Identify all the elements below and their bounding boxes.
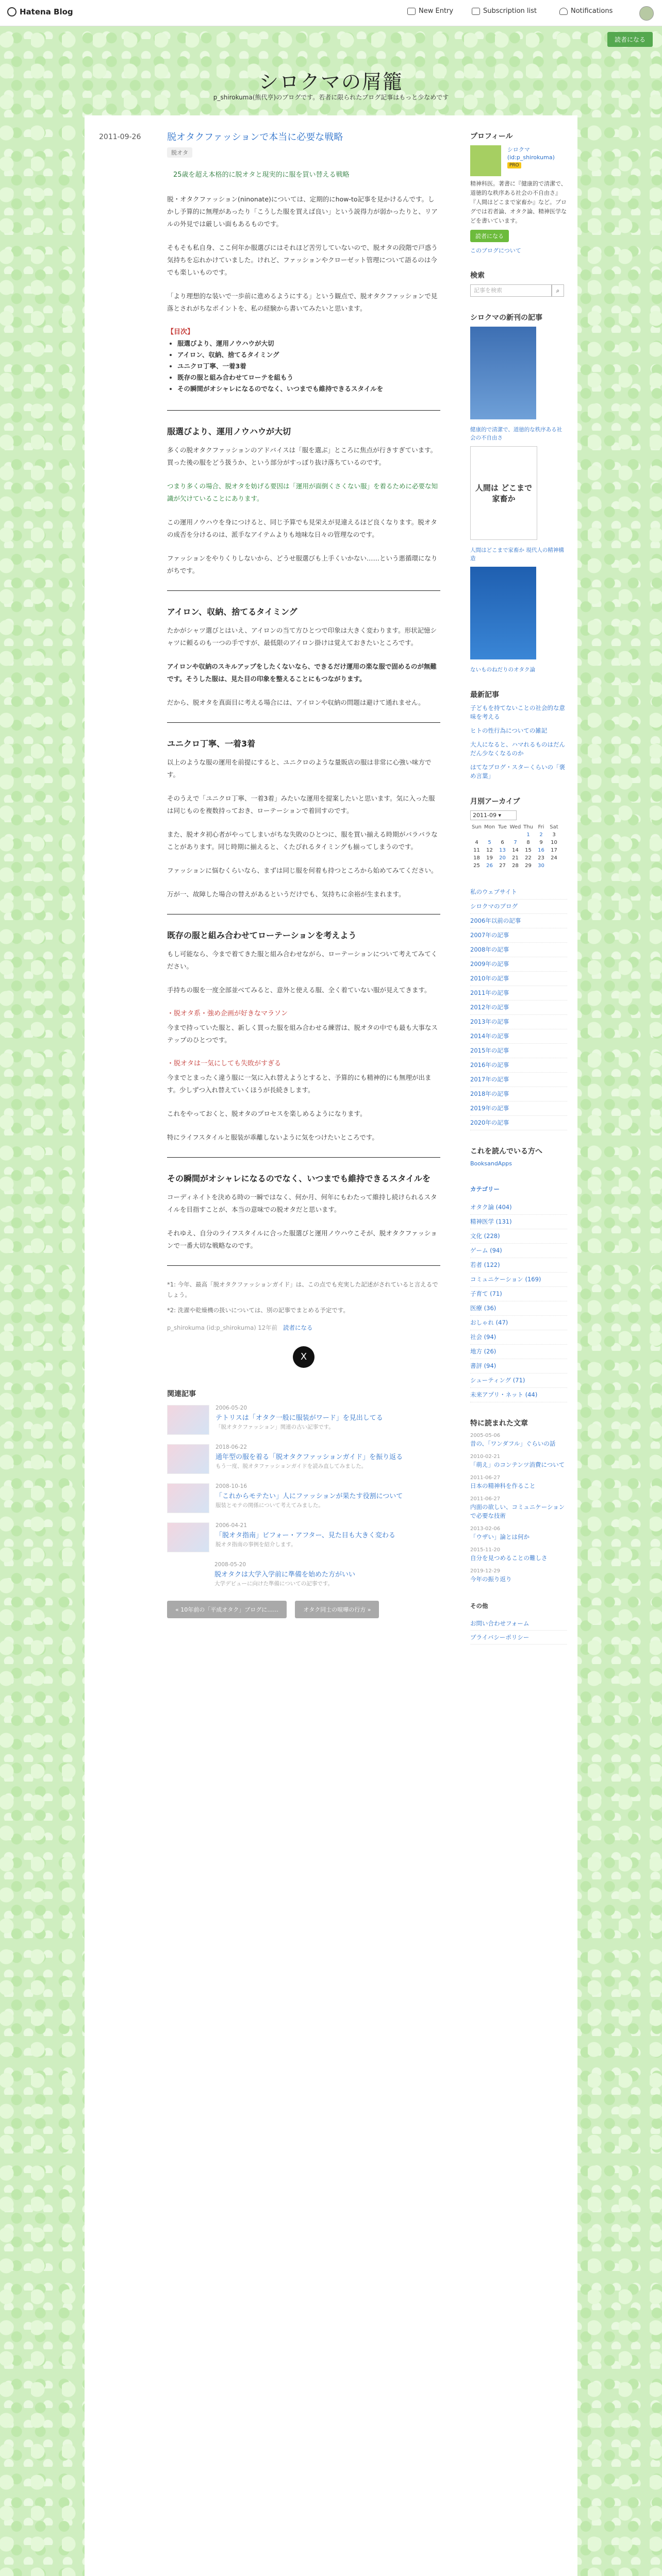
user-avatar[interactable]	[639, 6, 654, 21]
related-title-link[interactable]: テトリスは「オタク一般に服装がワード」を見出してる	[216, 1414, 383, 1422]
related-date: 2006-04-21	[216, 1522, 247, 1529]
follow-button[interactable]: 読者になる	[470, 230, 509, 242]
cal-day: 15	[525, 848, 532, 853]
latest-module	[470, 689, 567, 781]
related-snippet: 服装とモテの関係について考えてみました。	[216, 1502, 324, 1509]
popular-date: 2019-12-29	[470, 1568, 501, 1574]
archive-link[interactable]: シロクマのブログ	[470, 900, 567, 914]
related-date: 2006-05-20	[216, 1405, 247, 1411]
category-link[interactable]: 子育て (71)	[470, 1287, 567, 1301]
new-entry-button[interactable]	[407, 7, 453, 15]
toc-item[interactable]: • ユニクロ丁寧、一着3着	[177, 361, 440, 372]
cal-day[interactable]: 13	[499, 848, 506, 853]
categories-module	[470, 1182, 567, 1402]
cal-day: 17	[551, 848, 557, 853]
cal-day: 21	[512, 855, 519, 861]
category-link[interactable]: おしゃれ (47)	[470, 1316, 567, 1330]
book-cover-image[interactable]	[470, 327, 536, 419]
hatena-logo-icon	[7, 7, 16, 16]
paragraph: ファッションをやりくりしないから、どうせ服選びも上手くいかない……という悪循環になりがちです。	[167, 554, 438, 574]
cal-head: Wed	[509, 824, 521, 830]
notice-heading: これを読んでいる方へ	[470, 1147, 542, 1156]
other-heading: その他	[470, 1602, 488, 1609]
hatena-blog-logo[interactable]	[7, 7, 73, 16]
archive-link[interactable]: 2010年の記事	[470, 972, 567, 986]
paragraph: 「より理想的な装いで一歩前に進めるようにする」という観点で、脱オタクファッションで見落とされがちなポイントを、私の経験から書いてみたいと思います。	[167, 292, 438, 312]
category-link[interactable]: 社会 (94)	[470, 1330, 567, 1345]
paragraph: 今までとまったく違う服に一気に入れ替えようとすると、予算的にも精神的にも無理が出ます。少しずつ入れ替えていくほうが長続きします。	[167, 1074, 432, 1094]
related-item[interactable]	[167, 1522, 440, 1552]
cal-day	[483, 831, 496, 839]
cal-day: 6	[501, 840, 504, 845]
notice-link[interactable]: BooksandApps	[470, 1160, 512, 1167]
archive-link[interactable]: 2012年の記事	[470, 1001, 567, 1015]
archive-link[interactable]: 2008年の記事	[470, 943, 567, 957]
popular-date: 2013-02-06	[470, 1526, 501, 1532]
cal-day: 23	[538, 855, 544, 861]
paragraph: たかがシャツ選びとはいえ、アイロンの当て方ひとつで印象は大きく変わります。形状記憶シャツに頼るのも一つの手ですが、最低限のアイロン掛けは覚えておきたいところです。	[167, 626, 437, 647]
paragraph: 以上のような服の運用を前提にすると、ユニクロのような量販店の服は非常に心強い味方です。	[167, 758, 432, 778]
related-title-link[interactable]: 「これからモテたい」人にファッションが果たす役割について	[216, 1493, 403, 1500]
blog-title[interactable]: シロクマの屑籠	[258, 71, 403, 93]
paragraph: それゆえ、自分のライフスタイルに合った服選びと運用ノウハウこそが、脱オタクファッションで一番大切な戦略なのです。	[167, 1229, 437, 1249]
paragraph: 特にライフスタイルと服装が乖離しないように気をつけたいところです。	[167, 1133, 378, 1141]
cal-day[interactable]: 30	[538, 863, 544, 869]
cal-day: 22	[525, 855, 532, 861]
book-caption[interactable]: ないものねだりのオタク論	[470, 667, 535, 673]
archive-link[interactable]: 2011年の記事	[470, 986, 567, 1001]
search-input[interactable]: 記事を検索	[470, 284, 552, 297]
archive-month-select[interactable]: 2011-09 ▾	[470, 810, 517, 820]
bullet-heading: ・脱オタ系・強め企画が好きなマラソン	[167, 1010, 288, 1018]
blog-description: p_shirokuma(熊代亨)のブログです。若者に限られたブログ記事はもっと少なめです	[213, 94, 449, 101]
entry-title[interactable]: 脱オタクファッションで本当に必要な戦略	[167, 132, 343, 143]
cal-day: 28	[512, 863, 519, 869]
subscription-list-label: Subscription list	[483, 7, 537, 15]
archive-link[interactable]: 2015年の記事	[470, 1044, 567, 1058]
category-link[interactable]: 医療 (36)	[470, 1301, 567, 1316]
archive-link[interactable]: 2006年以前の記事	[470, 914, 567, 928]
popular-date: 2005-05-06	[470, 1433, 501, 1438]
other-link[interactable]: プライバシーポリシー	[470, 1631, 567, 1645]
categories-heading: カテゴリー	[470, 1185, 500, 1193]
archive-link[interactable]: 2020年の記事	[470, 1116, 567, 1130]
cal-day[interactable]: 5	[488, 840, 491, 845]
book-cover-image[interactable]	[470, 567, 536, 659]
latest-item[interactable]: 子どもを持てないことの社会的な意味を考える	[470, 704, 565, 720]
related-thumbnail[interactable]	[167, 1444, 209, 1474]
footnote: *2: 洗濯や乾燥機の扱いについては、別の記事でまとめる予定です。	[167, 1307, 349, 1314]
cal-day: 10	[551, 840, 557, 845]
paragraph-bold: アイロンや収納のスキルアップをしたくないなら、できるだけ運用の楽な服で固めるのが無難です。そうした服は、見た目の印象を整えることにもつながります。	[167, 663, 437, 683]
entry-author[interactable]: p_shirokuma (id:p_shirokuma) 12年前	[167, 1324, 278, 1331]
latest-heading: 最新記事	[470, 691, 499, 699]
cal-head: Tue	[498, 824, 507, 830]
cal-day: 24	[551, 855, 557, 861]
paragraph: 多くの脱オタクファッションのアドバイスは「服を選ぶ」ところに焦点が行きすぎています。買った後の服をどう扱うか、という部分がすっぽり抜け落ちているのです。	[167, 446, 437, 466]
divider	[167, 1265, 440, 1266]
related-date: 2008-05-20	[214, 1562, 246, 1568]
pager	[167, 1601, 440, 1618]
cal-day[interactable]: 7	[514, 840, 517, 845]
popular-item[interactable]: 「萌え」のコンテンツ消費について	[470, 1461, 565, 1468]
paragraph: 万が一、故障した場合の替えがあるというだけでも、気持ちに余裕が生まれます。	[167, 890, 405, 898]
toc-item[interactable]: • アイロン、収納、捨てるタイミング	[177, 349, 440, 361]
cal-head: Thu	[523, 824, 533, 830]
profile-image[interactable]	[470, 145, 501, 176]
related-item[interactable]	[167, 1562, 440, 1587]
paragraph: そのうえで「ユニクロ丁寧、一着3着」みたいな運用を提案したいと思います。気に入った服は同じものを複数持っておき、ローテーションで着回すのです。	[167, 794, 435, 815]
new-entry-label: New Entry	[419, 7, 454, 15]
archive-link[interactable]: 2017年の記事	[470, 1073, 567, 1087]
category-link[interactable]: 若者 (122)	[470, 1258, 567, 1273]
book-cover-image[interactable]	[470, 446, 537, 540]
cal-day: 27	[499, 863, 506, 869]
archive-link[interactable]: 2013年の記事	[470, 1015, 567, 1029]
notifications-label: Notifications	[571, 7, 613, 15]
cal-day	[470, 831, 483, 839]
category-link[interactable]: 地方 (26)	[470, 1345, 567, 1359]
profile-name[interactable]: シロクマ (id:p_shirokuma)	[507, 146, 555, 161]
cal-day	[509, 831, 522, 839]
cal-day: 25	[473, 863, 480, 869]
popular-item[interactable]: 今年の振り返り	[470, 1575, 512, 1583]
divider	[167, 722, 440, 723]
toc-title: 【目次】	[167, 328, 194, 336]
category-link[interactable]: 未来アプリ・ネット (44)	[470, 1388, 567, 1402]
toc-item[interactable]: • その瞬間がオシャレになるのでなく、いつまでも維持できるスタイルを	[177, 383, 440, 395]
cal-day: 29	[525, 863, 532, 869]
notice-module	[470, 1146, 567, 1167]
popular-heading: 特に読まれた文章	[470, 1419, 528, 1428]
popular-item[interactable]: 自分を見つめることの難しさ	[470, 1554, 548, 1562]
popular-item[interactable]: 昔の、「ワンダフル」ぐらいの話	[470, 1440, 556, 1447]
related-thumbnail[interactable]	[167, 1483, 209, 1513]
cal-day: 8	[526, 840, 530, 845]
sidebar	[470, 131, 567, 1660]
book-caption[interactable]: 人間はどこまで家畜か 現代人の精神構造	[470, 547, 564, 562]
popular-date: 2011-06-27	[470, 1496, 501, 1502]
notifications-button[interactable]	[559, 7, 613, 15]
archive-link[interactable]: 2007年の記事	[470, 928, 567, 943]
cal-day	[548, 862, 560, 870]
popular-date: 2015-11-20	[470, 1547, 501, 1553]
popular-date: 2011-06-27	[470, 1475, 501, 1481]
section-heading: 既存の服と組み合わせてローテーションを考えよう	[167, 930, 357, 940]
popular-item[interactable]: 内面の欲しい、コミュニケーションで必要な技術	[470, 1503, 565, 1519]
subscription-list-button[interactable]	[472, 7, 537, 15]
book-cover-title: 人間は どこまで 家畜か	[475, 483, 533, 503]
archive-link[interactable]: 2016年の記事	[470, 1058, 567, 1073]
paragraph: そもそも私自身、ここ何年か服選びにはそれほど苦労していないので、脱オタの段階で戸惑う気持ちを忘れかけていました。けれど、ファッションやクローゼット管理について語るのは今でも楽しいものです。	[167, 244, 438, 276]
section-heading: ユニクロ丁寧、一着3着	[167, 739, 256, 749]
related-snippet: もう一度、脱オタファッションガイドを読み直してみました。	[216, 1463, 367, 1469]
cal-day: 14	[512, 848, 519, 853]
related-item[interactable]	[167, 1444, 440, 1474]
paragraph: 今まで持っていた服と、新しく買った服を組み合わせる練習は、脱オタの中でも最も大事なステップのひとつです。	[167, 1024, 438, 1044]
archive-module	[470, 796, 567, 870]
bell-icon	[559, 8, 568, 15]
related-title-link[interactable]: 「脱オタ指南」ビフォー・アフター、見た目も大きく変わる	[216, 1532, 395, 1539]
related-date: 2008-10-16	[216, 1483, 247, 1489]
archive-link[interactable]: 私のウェブサイト	[470, 885, 567, 900]
next-entry-button[interactable]: オタク同士の喧嘩の行方 »	[295, 1601, 379, 1618]
cal-day: 12	[486, 848, 493, 853]
archive-link[interactable]: 2019年の記事	[470, 1101, 567, 1116]
cal-day[interactable]: 26	[486, 863, 493, 869]
cal-head: Fri	[538, 824, 544, 830]
book-caption[interactable]: 健康的で清潔で、道徳的な秩序ある社会の不自由さ	[470, 427, 562, 441]
related-snippet: 「脱オタクファッション」関連の古い記事です。	[216, 1424, 334, 1430]
cal-day	[496, 831, 509, 839]
cal-day[interactable]: 1	[526, 832, 530, 838]
pencil-icon	[407, 8, 416, 15]
related-snippet: 大学デビューに向けた準備についての記事です。	[214, 1581, 333, 1587]
cal-day: 4	[475, 840, 478, 845]
list-icon	[472, 8, 480, 15]
pro-badge: PRO	[507, 162, 521, 168]
profile-heading: プロフィール	[470, 132, 513, 141]
category-link[interactable]: シューティング (71)	[470, 1374, 567, 1388]
x-share-button[interactable]	[293, 1346, 315, 1368]
cal-day: 18	[473, 855, 480, 861]
category-link[interactable]: 精神医学 (131)	[470, 1215, 567, 1229]
archive-link[interactable]: 2014年の記事	[470, 1029, 567, 1044]
other-link[interactable]: お問い合わせフォーム	[470, 1617, 567, 1631]
paragraph: 脱・オタクファッション(ninonate)については、定期的にhow-to記事を見かけるんです。しかし予算的に無理があったり「こうした服を買えば良い」という説得力が弱かったりと、リアルの外見では厳しい面もあるものです。	[167, 195, 438, 228]
entry-follow-link[interactable]: 読者になる	[283, 1324, 313, 1331]
bullet-heading: ・脱オタは一気にしても失敗がすぎる	[167, 1060, 282, 1067]
related-title: 関連記事	[167, 1390, 196, 1398]
cal-day: 3	[552, 832, 556, 838]
cal-head: Sun	[471, 824, 482, 830]
category-link[interactable]: ゲーム (94)	[470, 1244, 567, 1258]
paragraph-emphasis: つまり多くの場合、脱オタを妨げる要因は「運用が面倒くさくない服」を着るために必要な知識が欠けていることにあります。	[167, 482, 438, 502]
x-logo-icon: X	[300, 1351, 307, 1362]
entry-meta	[167, 1324, 440, 1332]
cal-day: 9	[539, 840, 543, 845]
cal-day[interactable]: 20	[499, 855, 506, 861]
cal-head: Mon	[484, 824, 495, 830]
related-title-link[interactable]: 脱オタクは大学入学前に準備を始めた方がいい	[214, 1571, 356, 1579]
cal-day: 19	[486, 855, 493, 861]
divider	[167, 1157, 440, 1158]
section-heading: その瞬間がオシャレになるのでなく、いつまでも維持できるスタイルを	[167, 1174, 431, 1183]
toc-item[interactable]: • 服選びより、運用ノウハウが大切	[177, 338, 440, 349]
archive-heading: 月別アーカイブ	[470, 798, 520, 806]
paragraph: だから、脱オタを真面目に考える場合には、アイロンや収納の問題は避けて通れません。	[167, 699, 425, 706]
category-link[interactable]: オタク論 (404)	[470, 1200, 567, 1215]
paragraph: もし可能なら、今まで着てきた服と組み合わせながら、ローテーションについて考えてみてください。	[167, 950, 438, 970]
divider	[167, 590, 440, 591]
section-heading: アイロン、収納、捨てるタイミング	[167, 607, 297, 617]
cal-head: Sat	[550, 824, 558, 830]
entry-date[interactable]: 2011-09-26	[99, 133, 141, 141]
popular-item[interactable]: 日本の精神科を作ること	[470, 1482, 536, 1489]
archive-links	[470, 885, 567, 1130]
section-heading: 服選びより、運用ノウハウが大切	[167, 427, 291, 436]
divider	[167, 410, 440, 411]
paragraph: これをやっておくと、脱オタのプロセスを楽しめるようになります。	[167, 1110, 367, 1117]
logo-text: Hatena Blog	[20, 7, 73, 16]
archive-link[interactable]: 2018年の記事	[470, 1087, 567, 1101]
footnote: *1: 今年、最高「脱オタクファッションガイド」は、この点でも充実した記述がされていると言えるでしょう。	[167, 1281, 438, 1298]
category-link[interactable]: コミュニケーション (169)	[470, 1273, 567, 1287]
table-of-contents	[167, 326, 440, 395]
other-module	[470, 1599, 567, 1645]
subscribe-button[interactable]: 読者になる	[607, 32, 653, 47]
search-icon[interactable]: ⌕	[552, 284, 564, 297]
cal-day: 11	[473, 848, 480, 853]
entry-body	[167, 130, 440, 1618]
entry-lead: 25歳を超え本格的に脱オタと現実的に服を買い替える戦略	[173, 171, 350, 179]
category-link[interactable]: 書評 (94)	[470, 1359, 567, 1374]
paragraph: また、脱オタ初心者がやってしまいがちな失敗のひとつに、服を買い揃える時期がバラバラなことがあります。同じ時期に揃えると、くたびれるタイミングも揃ってしまうのです。	[167, 831, 438, 851]
toc-item[interactable]: • 既存の服と組み合わせてローテを組もう	[177, 372, 440, 383]
search-heading: 検索	[470, 272, 485, 280]
paragraph: この運用ノウハウを身につけると、同じ予算でも見栄えが見違えるほど良くなります。脱オタの成否を分けるのは、派手なアイテムよりも地味な日々の管理なのです。	[167, 518, 437, 538]
popular-date: 2010-02-21	[470, 1454, 501, 1460]
about-link[interactable]: このブログについて	[470, 247, 521, 254]
latest-item[interactable]: 大人になると、ハマれるものはだんだん少なくなるのか	[470, 741, 565, 757]
main-container	[85, 115, 577, 2576]
category-link[interactable]: 文化 (228)	[470, 1229, 567, 1244]
archive-link[interactable]: 2009年の記事	[470, 957, 567, 972]
related-title-link[interactable]: 通年型の服を着る「脱オタクファッションガイド」を振り返る	[216, 1453, 403, 1461]
paragraph: コーディネイトを決める時の一瞬ではなく、何か月、何年にもわたって維持し続けられるスタイルを目指すことが、本当の意味での脱オタだと思います。	[167, 1193, 437, 1213]
top-bar	[0, 0, 662, 26]
related-thumbnail[interactable]	[167, 1522, 209, 1552]
cal-day[interactable]: 16	[538, 848, 544, 853]
related-item[interactable]	[167, 1483, 440, 1513]
popular-module	[470, 1418, 567, 1584]
prev-entry-button[interactable]: « 10年前の「平成オタク」ブログに……	[167, 1601, 287, 1618]
related-item[interactable]	[167, 1405, 440, 1435]
books-module	[470, 312, 567, 674]
profile-module	[470, 131, 567, 255]
paragraph: 手持ちの服を一度全部並べてみると、意外と使える服、全く着ていない服が見えてきます。	[167, 986, 431, 994]
related-snippet: 脱オタ指南の事例を紹介します。	[216, 1541, 296, 1548]
latest-item[interactable]: ヒトの性行為についての雑記	[470, 727, 548, 734]
paragraph: ファッションに悩むくらいなら、まずは同じ服を何着も持つところから始めてみてください。	[167, 867, 438, 874]
books-heading: シロクマの新刊の記事	[470, 314, 542, 322]
calendar	[470, 823, 560, 870]
cal-day[interactable]: 2	[539, 832, 543, 838]
latest-item[interactable]: はてなブログ・スターくらいの「褒め言葉」	[470, 764, 565, 779]
related-thumbnail[interactable]	[167, 1405, 209, 1435]
related-date: 2018-06-22	[216, 1444, 247, 1450]
search-module	[470, 270, 567, 297]
profile-text: 精神科医。著書に『健康的で清潔で、道徳的な秩序ある社会の不自由さ』『人間はどこまで家畜か』など。ブログでは若者論、オタク論、精神医学などを書いています。	[470, 180, 567, 224]
entry-category[interactable]: 脱オタ	[167, 147, 192, 158]
popular-item[interactable]: 「ウザい」論とは何か	[470, 1533, 529, 1540]
